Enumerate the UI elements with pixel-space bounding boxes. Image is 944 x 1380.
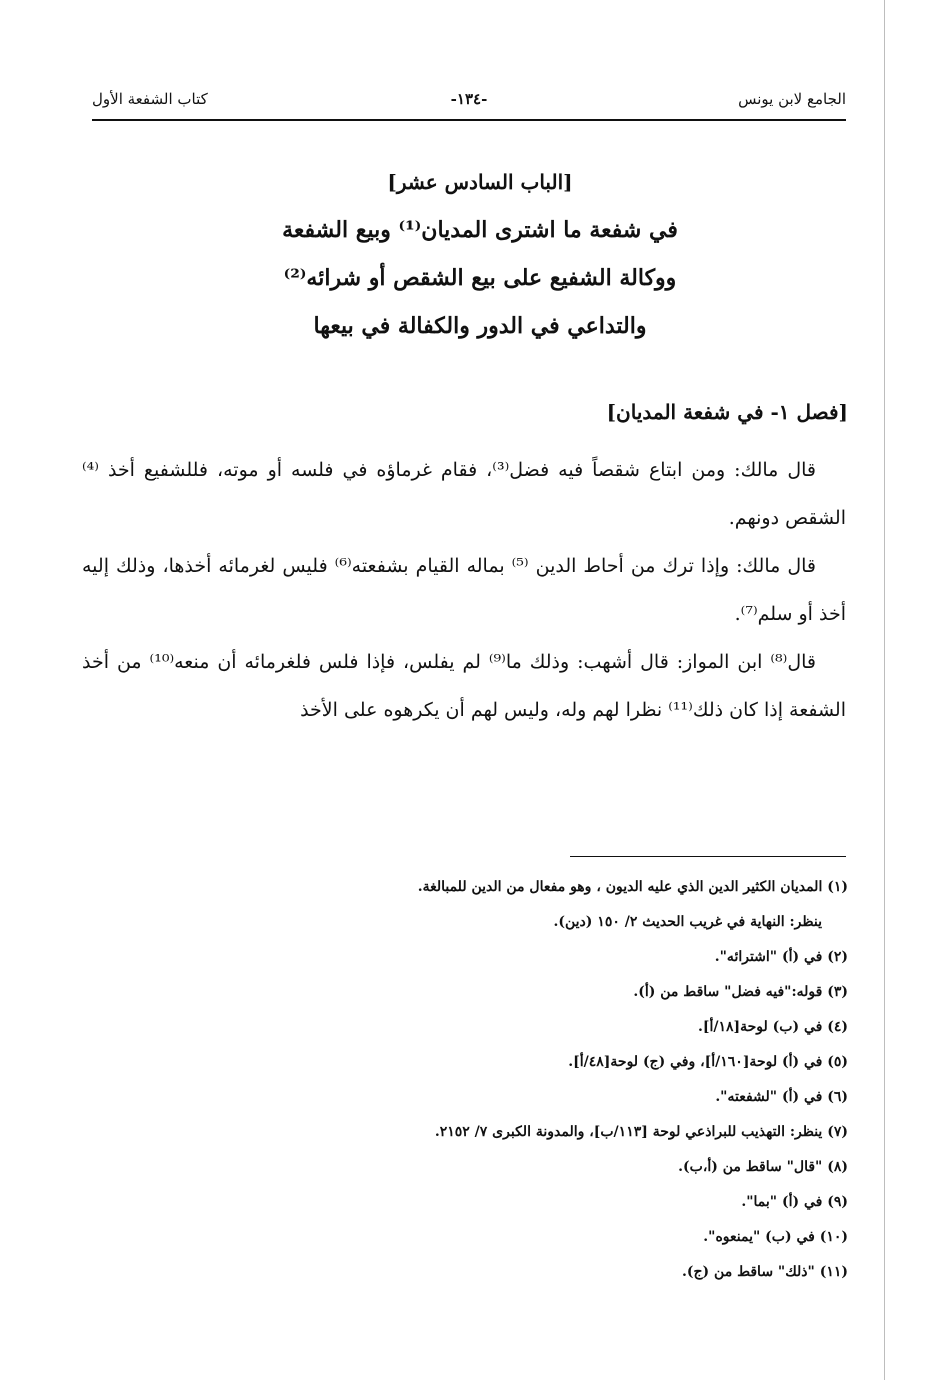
chapter-title-line: ووكالة الشفيع على بيع الشقص أو شرائه⁽²⁾	[283, 265, 677, 291]
footnote-continuation: ينظر: النهاية في غريب الحديث ٢/ ١٥٠ (دين).	[553, 914, 822, 930]
header-book-title: الجامع لابن يونس	[738, 90, 846, 108]
section-heading: [فصل ١- في شفعة المديان]	[606, 400, 848, 424]
chapter-title-block	[200, 158, 760, 350]
chapter-title-line: في شفعة ما اشترى المديان⁽¹⁾ وبيع الشفعة	[282, 217, 678, 243]
footnote: (٢) في (أ) "اشترائه".	[714, 949, 848, 965]
footnotes	[300, 870, 848, 1290]
footnote: (٩) في (أ) "بما".	[741, 1194, 848, 1210]
footnote: (١٠) في (ب) "يمنعوه".	[703, 1229, 848, 1245]
page-header	[92, 90, 846, 116]
chapter-title-line: والتداعي في الدور والكفالة في بيعها	[313, 313, 647, 339]
footnote: (٨) "قال" ساقط من (أ،ب).	[678, 1159, 848, 1175]
header-rule	[92, 119, 846, 121]
scan-edge-line	[884, 0, 885, 1380]
footnote: (٥) في (أ) لوحة[١٦٠/أ]، وفي (ج) لوحة[٤٨/أ].	[568, 1054, 848, 1070]
main-text	[82, 446, 846, 734]
paragraph: قال مالك: ومن ابتاع شقصاً فيه فضل⁽³⁾، فقام غرماؤه في فلسه أو موته، فللشفيع أخذ ⁽⁴⁾ الشقص دونهم.	[82, 459, 846, 529]
footnote: (١١) "ذلك" ساقط من (ج).	[682, 1264, 848, 1280]
footnote: (٤) في (ب) لوحة[١٨/أ].	[697, 1019, 848, 1035]
chapter-number: [الباب السادس عشر]	[387, 170, 573, 194]
paragraph: قال مالك: وإذا ترك من أحاط الدين ⁽⁵⁾ بماله القيام بشفعته⁽⁶⁾ فليس لغرمائه أخذها، وذلك إليه أخذ أو سلم⁽⁷⁾.	[82, 555, 846, 625]
footnote-separator	[570, 856, 846, 857]
footnote: (٣) قوله:"فيه فضل" ساقط من (أ).	[633, 984, 848, 1000]
footnote: (١) المديان الكثير الدين الذي عليه الديون ، وهو مفعال من الدين للمبالغة.	[417, 879, 848, 895]
paragraph: قال⁽⁸⁾ ابن المواز: قال أشهب: وذلك ما⁽⁹⁾ لم يفلس، فإذا فلس فلغرمائه أن منعه⁽¹⁰⁾ من أخذ الشفعة إذا كان ذلك⁽¹¹⁾ نظرا لهم وله، وليس لهم أن يكرهوه على الأخذ	[82, 651, 846, 721]
footnote: (٧) ينظر: التهذيب للبراذعي لوحة [١١٣/ب]، والمدونة الكبرى ٧/ ٢١٥٢.	[434, 1124, 848, 1140]
page-number: -١٣٤-	[450, 90, 488, 108]
footnote: (٦) في (أ) "لشفعته".	[715, 1089, 848, 1105]
header-chapter-title: كتاب الشفعة الأول	[92, 90, 208, 108]
